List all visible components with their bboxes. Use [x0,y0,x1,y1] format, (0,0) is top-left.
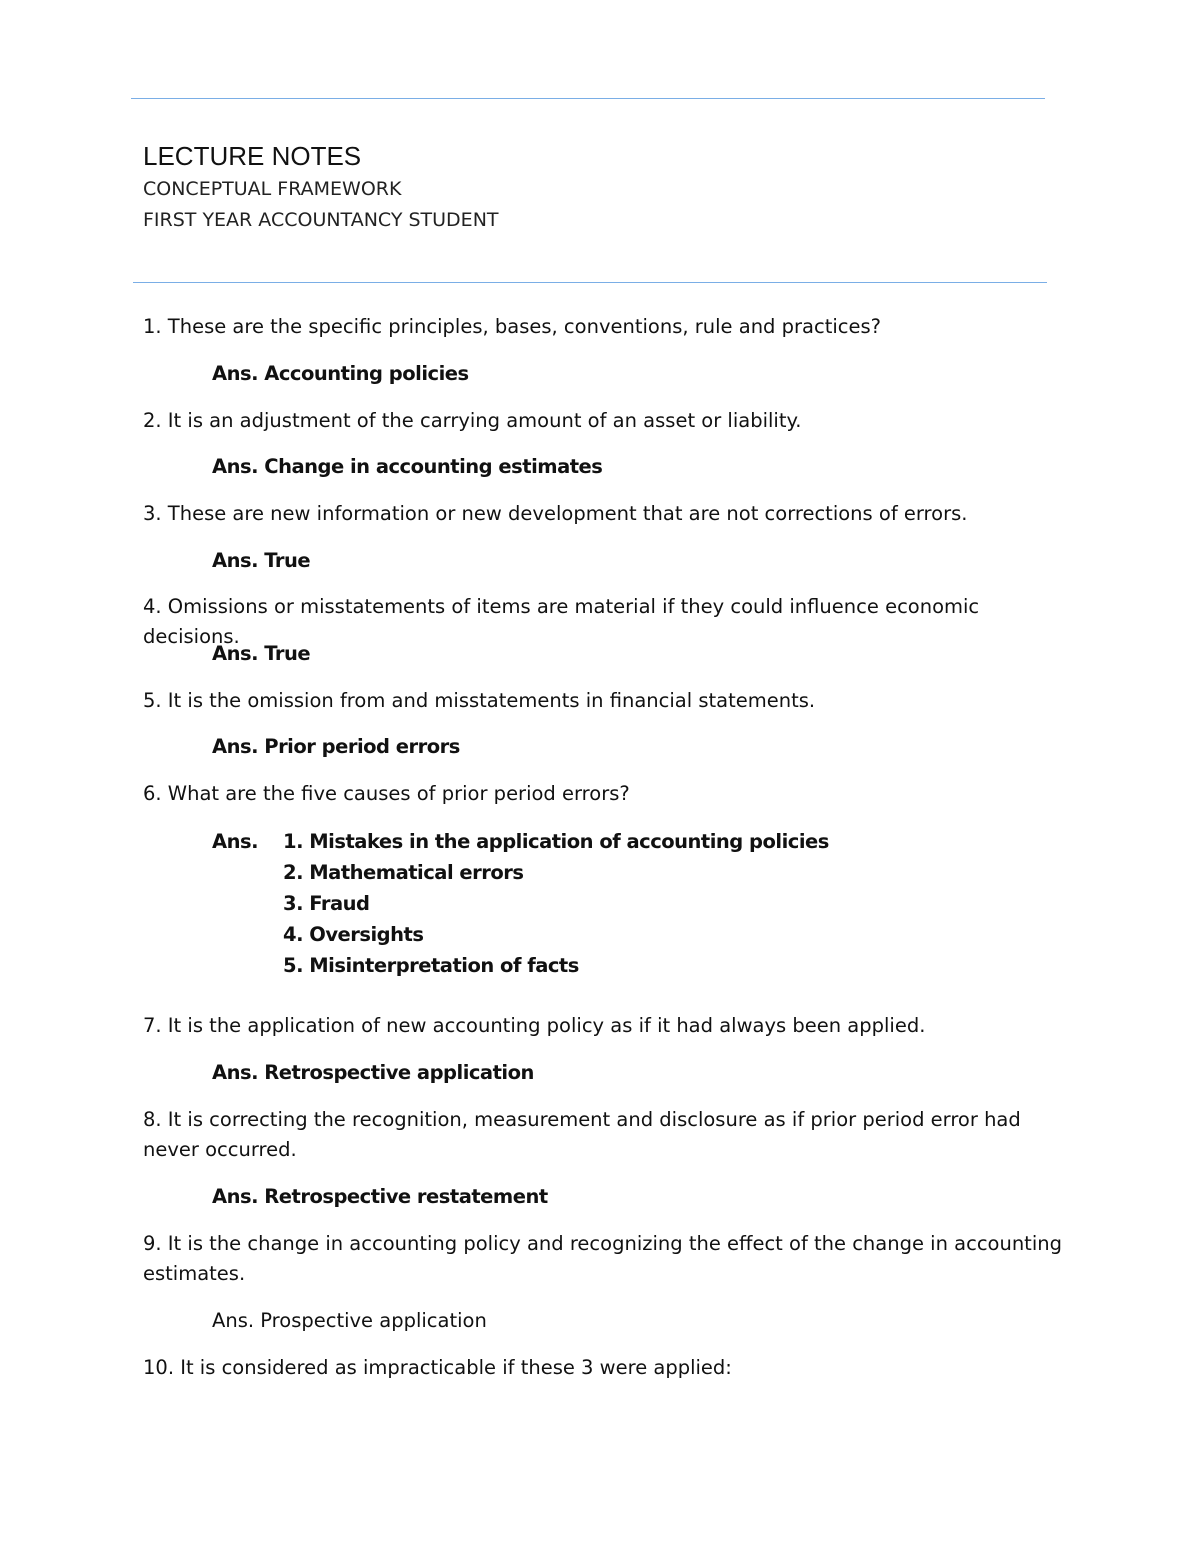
question-7: 7. It is the application of new accounting policy as if it had always been applied. [143,1014,926,1037]
answer-1: Ans. Accounting policies [212,362,469,385]
header-top-rule [131,98,1045,99]
document-title: LECTURE NOTES [143,141,362,171]
answer-9: Ans. Prospective application [212,1309,487,1332]
question-10: 10. It is considered as impracticable if these 3 were applied: [143,1356,732,1379]
question-8: 8. It is correcting the recognition, measurement and disclosure as if prior period error had never occurred. [143,1108,1021,1161]
answer-3: Ans. True [212,549,311,572]
answer-6-list [283,826,829,981]
answer-8: Ans. Retrospective restatement [212,1185,548,1208]
list-item: 5. Misinterpretation of facts [283,954,579,977]
list-item: 3. Fraud [283,892,370,915]
answer-2: Ans. Change in accounting estimates [212,455,603,478]
question-9: 9. It is the change in accounting policy and recognizing the effect of the change in accounting estimates. [143,1232,1062,1285]
question-1: 1. These are the specific principles, bases, conventions, rule and practices? [143,315,881,338]
list-item: 1. Mistakes in the application of accounting policies [283,830,829,853]
question-6: 6. What are the five causes of prior period errors? [143,782,630,805]
question-4: 4. Omissions or misstatements of items are material if they could influence economic decisions. [143,595,980,648]
list-item: 2. Mathematical errors [283,861,524,884]
list-item: 4. Oversights [283,923,424,946]
answer-5: Ans. Prior period errors [212,735,460,758]
question-2: 2. It is an adjustment of the carrying amount of an asset or liability. [143,409,802,432]
answer-7: Ans. Retrospective application [212,1061,534,1084]
document-subtitle-audience: FIRST YEAR ACCOUNTANCY STUDENT [143,209,499,231]
document-subtitle-course: CONCEPTUAL FRAMEWORK [143,178,402,200]
answer-6-prefix: Ans. [212,830,258,853]
header-bottom-rule [133,282,1047,283]
question-5: 5. It is the omission from and misstatements in financial statements. [143,689,816,712]
question-3: 3. These are new information or new development that are not corrections of errors. [143,502,968,525]
answer-4: Ans. True [212,642,311,665]
